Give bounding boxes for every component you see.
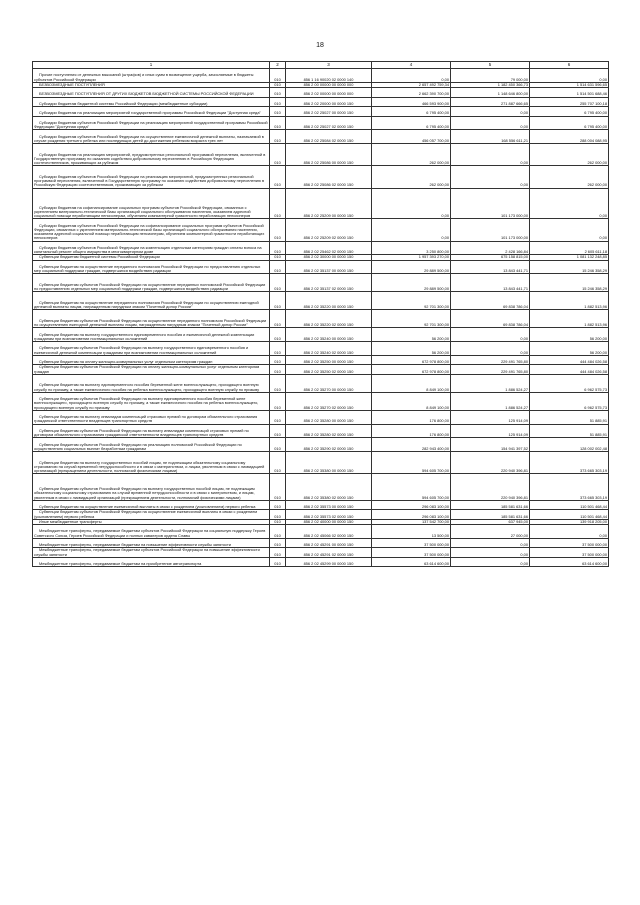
- row-budget-code: 856 2 02 35240 00 0000 150: [286, 328, 372, 342]
- table-row: [33, 292, 609, 310]
- row-name: Субвенции бюджетам на осуществление переданного полномочия Российской Федерации по осуществлению ежегодной денежной выплаты лицам, награжденным нагрудным знаком "Почетный донор России": [33, 292, 270, 310]
- row-unexecuted-amount: 110 501 468,44: [530, 500, 609, 510]
- table-row: [33, 510, 609, 520]
- row-name: Межбюджетные трансферты, передаваемые бюджетам субъектов Российской Федерации на повышение эффективности службы занятости: [33, 548, 270, 558]
- header-col-5: 5: [451, 62, 530, 69]
- row-budget-code: 856 1 16 90020 02 0000 140: [286, 69, 372, 83]
- table-row: [33, 219, 609, 241]
- table-row: [33, 260, 609, 274]
- row-name: Субвенции бюджетам субъектов Российской Федерации на осуществление переданных полномочий Российской Федерации по предоставлению отдельных мер социальной поддержки граждан, подвергшихся воздействию радиации: [33, 274, 270, 292]
- row-unexecuted-amount: 110 501 468,44: [530, 510, 609, 520]
- table-row: [33, 166, 609, 188]
- table-row: [33, 500, 609, 510]
- row-approved-amount: 176 800,00: [372, 410, 451, 424]
- row-budget-code: 856 2 02 40000 00 0000 150: [286, 519, 372, 524]
- row-name: Субвенции бюджетам субъектов Российской Федерации на выплату государственного единовременного пособия и ежемесячной денежной компенсации гражданам при возникновении поствакцинальных осложнений: [33, 342, 270, 356]
- row-executed-amount: 1 886 524,27: [451, 392, 530, 410]
- row-executed-amount: 101 173 000,00: [451, 188, 530, 219]
- row-budget-code: 856 2 00 00000 00 0000 000: [286, 82, 372, 87]
- row-budget-code: 856 2 02 35573 02 0000 150: [286, 510, 372, 520]
- row-executed-amount: 125 914,09: [451, 410, 530, 424]
- row-budget-code: 856 2 02 45066 02 0000 150: [286, 525, 372, 539]
- row-line-code: 010: [270, 130, 286, 144]
- row-name: Прочие поступления от денежных взысканий (штрафов) и иных сумм в возмещение ущерба, зачисляемые в бюджеты субъектов Российской Федерации: [33, 69, 270, 83]
- row-budget-code: 856 2 02 25209 02 0000 150: [286, 219, 372, 241]
- row-budget-code: 856 2 02 25027 02 0000 150: [286, 116, 372, 130]
- row-approved-amount: 92 701 300,00: [372, 292, 451, 310]
- table-row: [33, 328, 609, 342]
- header-col-4: 4: [372, 62, 451, 69]
- row-name: Субвенции бюджетам субъектов Российской Федерации на выплату государственных пособий лицам, не подлежащим обязательному социальному страхованию на случай временной нетрудоспособности и в связи с материнством, и лицам, уволенным в связи с ликвидацией организаций (прекращением деятельности, полномочий физическими лицами): [33, 474, 270, 501]
- header-col-2: 2: [270, 62, 286, 69]
- row-budget-code: 856 2 02 35280 02 0000 150: [286, 424, 372, 438]
- row-unexecuted-amount: 444 484 026,58: [530, 355, 609, 365]
- row-name: Субвенции бюджетам субъектов Российской Федерации на оплату жилищно-коммунальных услуг отдельным категориям граждан: [33, 365, 270, 375]
- row-line-code: 010: [270, 274, 286, 292]
- row-name: Субвенции бюджетам субъектов Российской Федерации на выплату единовременного пособия беременной жене военнослужащего, проходящего военную службу по призыву, а также ежемесячного пособия на ребенка военнослужащего, проходящего военную службу по призыву: [33, 392, 270, 410]
- row-name: Субсидии бюджетам субъектов Российской Федерации на реализацию мероприятий, предусмотренных региональной программой переселения, включенной в Государственную программу по оказанию содействия добровольному переселению в Российскую Федерацию соотечественников, проживающих за рубежом: [33, 166, 270, 188]
- table-row: [33, 557, 609, 567]
- row-unexecuted-amount: 0,00: [530, 69, 609, 83]
- row-name: Субвенции бюджетам на выплату государственных пособий лицам, не подлежащим обязательному социальному страхованию на случай временной нетрудоспособности и в связи с материнством, и лицам, уволенным в связи с ликвидацией организаций (прекращением деятельности, полномочий физическими лицами): [33, 452, 270, 474]
- row-name: Иные межбюджетные трансферты: [33, 519, 270, 524]
- row-name: Субсидии бюджетам субъектов Российской Федерации на компенсацию отдельным категориям граждан оплаты взноса на капитальный ремонт общего имущества в многоквартирном доме: [33, 241, 270, 255]
- row-line-code: 010: [270, 255, 286, 260]
- row-approved-amount: 456 057 700,00: [372, 130, 451, 144]
- row-name: БЕЗВОЗМЕЗДНЫЕ ПОСТУПЛЕНИЯ ОТ ДРУГИХ БЮДЖЕТОВ БЮДЖЕТНОЙ СИСТЕМЫ РОССИЙСКОЙ ФЕДЕРАЦИИ: [33, 88, 270, 98]
- row-approved-amount: 0,00: [372, 188, 451, 219]
- row-approved-amount: 672 978 800,00: [372, 365, 451, 375]
- row-unexecuted-amount: 255 707 100,18: [530, 97, 609, 107]
- row-name: Субвенции бюджетам субъектов Российской Федерации на осуществление переданного полномочия Российской Федерации по осуществлению ежегодной денежной выплаты лицам, награжденным нагрудным знаком "Почетный донор России": [33, 310, 270, 328]
- row-unexecuted-amount: 262 000,00: [530, 144, 609, 166]
- row-budget-code: 856 2 02 35240 02 0000 150: [286, 342, 372, 356]
- row-line-code: 010: [270, 166, 286, 188]
- row-line-code: 010: [270, 557, 286, 567]
- row-approved-amount: 92 701 300,00: [372, 310, 451, 328]
- row-approved-amount: 672 978 800,00: [372, 355, 451, 365]
- row-name: Субвенции бюджетам субъектов Российской Федерации на выплату инвалидам компенсаций страховых премий по договорам обязательного страхования гражданской ответственности владельцев транспортных средств: [33, 424, 270, 438]
- row-approved-amount: 594 605 700,00: [372, 452, 451, 474]
- table-row: [33, 452, 609, 474]
- row-executed-amount: 13 843 441,71: [451, 274, 530, 292]
- row-unexecuted-amount: 51 885,91: [530, 410, 609, 424]
- row-name: Субвенции бюджетам на осуществление ежемесячной выплаты в связи с рождением (усыновлением) первого ребенка: [33, 500, 270, 510]
- row-line-code: 010: [270, 116, 286, 130]
- row-unexecuted-amount: 37 500 000,00: [530, 548, 609, 558]
- row-unexecuted-amount: 6 962 575,73: [530, 374, 609, 392]
- row-approved-amount: 1 957 393 270,00: [372, 255, 451, 260]
- row-executed-amount: 220 940 396,81: [451, 474, 530, 501]
- row-line-code: 010: [270, 144, 286, 166]
- row-line-code: 010: [270, 260, 286, 274]
- table-row: [33, 144, 609, 166]
- row-approved-amount: 0,00: [372, 219, 451, 241]
- row-line-code: 010: [270, 519, 286, 524]
- row-unexecuted-amount: 0,00: [530, 219, 609, 241]
- row-line-code: 010: [270, 188, 286, 219]
- row-approved-amount: 176 800,00: [372, 424, 451, 438]
- table-row: [33, 88, 609, 98]
- row-executed-amount: 0,00: [451, 144, 530, 166]
- row-name: Субвенции бюджетам на выплату инвалидам компенсаций страховых премий по договорам обязательного страхования гражданской ответственности владельцев транспортных средств: [33, 410, 270, 424]
- row-unexecuted-amount: 1 514 501 688,46: [530, 88, 609, 98]
- table-row: [33, 424, 609, 438]
- row-budget-code: 856 2 02 35380 00 0000 150: [286, 452, 372, 474]
- table-row: [33, 355, 609, 365]
- row-budget-code: 856 2 02 25462 02 0000 150: [286, 241, 372, 255]
- table-row: [33, 438, 609, 452]
- page-number: 18: [316, 42, 324, 49]
- row-approved-amount: 466 593 900,00: [372, 97, 451, 107]
- row-approved-amount: 3 250 800,00: [372, 241, 451, 255]
- row-unexecuted-amount: 288 004 088,95: [530, 130, 609, 144]
- row-unexecuted-amount: 6 962 575,73: [530, 392, 609, 410]
- row-name: Субвенции бюджетам на осуществление переданного полномочия Российской Федерации по предоставлению отдельных мер социальной поддержки граждан, подвергшихся воздействию радиации: [33, 260, 270, 274]
- row-line-code: 010: [270, 500, 286, 510]
- row-budget-code: 856 2 02 35380 02 0000 150: [286, 474, 372, 501]
- row-approved-amount: 13 500,00: [372, 525, 451, 539]
- table-row: [33, 374, 609, 392]
- row-unexecuted-amount: 1 882 513,96: [530, 292, 609, 310]
- row-unexecuted-amount: 128 002 002,48: [530, 438, 609, 452]
- row-executed-amount: 0,00: [451, 328, 530, 342]
- row-budget-code: 856 2 02 35137 02 0000 150: [286, 274, 372, 292]
- row-budget-code: 856 2 02 45291 00 0000 150: [286, 538, 372, 548]
- row-budget-code: 856 2 02 35250 02 0000 150: [286, 365, 372, 375]
- row-executed-amount: 0,00: [451, 557, 530, 567]
- row-unexecuted-amount: 56 200,00: [530, 342, 609, 356]
- header-row: [33, 62, 609, 69]
- row-line-code: 010: [270, 510, 286, 520]
- header-col-6: 6: [530, 62, 609, 69]
- row-approved-amount: 137 542 700,00: [372, 519, 451, 524]
- row-unexecuted-amount: 15 246 358,29: [530, 260, 609, 274]
- row-unexecuted-amount: 262 000,00: [530, 166, 609, 188]
- row-budget-code: 856 2 02 20000 00 0000 150: [286, 97, 372, 107]
- row-name: Субсидии бюджетам на софинансирование социальных программ субъектов Российской Федерации, связанных с укреплением материально-технической базы организаций социального обслуживания населения, оказанием адресной социальной помощи неработающим пенсионерам, обучением компьютерной грамотности неработающих пенсионеров: [33, 188, 270, 219]
- row-approved-amount: 296 083 100,00: [372, 500, 451, 510]
- table-row: [33, 365, 609, 375]
- row-approved-amount: 262 000,00: [372, 144, 451, 166]
- row-line-code: 010: [270, 328, 286, 342]
- row-executed-amount: 0,00: [451, 548, 530, 558]
- row-unexecuted-amount: 1 882 513,96: [530, 310, 609, 328]
- row-line-code: 010: [270, 538, 286, 548]
- row-approved-amount: 6 795 400,00: [372, 107, 451, 117]
- row-approved-amount: 29 889 500,00: [372, 274, 451, 292]
- row-line-code: 010: [270, 438, 286, 452]
- row-name: Субвенции бюджетам субъектов Российской Федерации на осуществление ежемесячной выплаты в связи с рождением (усыновлением) первого ребенка: [33, 510, 270, 520]
- row-executed-amount: 229 491 765,80: [451, 365, 530, 375]
- row-line-code: 010: [270, 292, 286, 310]
- table-row: [33, 410, 609, 424]
- row-budget-code: 856 2 02 45291 02 0000 150: [286, 548, 372, 558]
- row-line-code: 010: [270, 107, 286, 117]
- table-row: [33, 255, 609, 260]
- row-executed-amount: 185 581 631,66: [451, 510, 530, 520]
- row-unexecuted-amount: 444 484 026,58: [530, 365, 609, 375]
- row-line-code: 010: [270, 69, 286, 83]
- row-approved-amount: 8 849 100,00: [372, 392, 451, 410]
- row-line-code: 010: [270, 355, 286, 365]
- row-budget-code: 856 2 02 35137 00 0000 150: [286, 260, 372, 274]
- row-executed-amount: 1 182 450 366,73: [451, 82, 530, 87]
- row-budget-code: 856 2 02 35290 02 0000 150: [286, 438, 372, 452]
- row-approved-amount: 594 605 700,00: [372, 474, 451, 501]
- table-row: [33, 548, 609, 558]
- row-approved-amount: 2 657 492 759,34: [372, 82, 451, 87]
- row-name: Межбюджетные трансферты, передаваемые бюджетам субъектов Российской Федерации на социальную поддержку Героев Советского Союза, Героев Российской Федерации и полных кавалеров ордена Славы: [33, 525, 270, 539]
- row-budget-code: 856 2 02 30000 00 0000 150: [286, 255, 372, 260]
- row-name: Субсидии бюджетам субъектов Российской Федерации на софинансирование социальных программ субъектов Российской Федерации, связанных с укреплением материально-технической базы организаций социального обслуживания населения, оказанием адресной социальной помощи неработающим пенсионерам, обучением компьютерной грамотности неработающих пенсионеров: [33, 219, 270, 241]
- row-unexecuted-amount: 139 918 205,00: [530, 519, 609, 524]
- row-unexecuted-amount: 6 795 400,00: [530, 116, 609, 130]
- table-row: [33, 342, 609, 356]
- row-line-code: 010: [270, 410, 286, 424]
- table-row: [33, 69, 609, 83]
- row-approved-amount: 37 500 000,00: [372, 538, 451, 548]
- row-approved-amount: 37 500 000,00: [372, 548, 451, 558]
- row-executed-amount: 637 945,00: [451, 519, 530, 524]
- row-executed-amount: 27 000,00: [451, 525, 530, 539]
- row-executed-amount: 154 941 397,52: [451, 438, 530, 452]
- row-name: Субсидии бюджетам субъектов Российской Федерации на осуществление ежемесячной денежной выплаты, назначаемой в случае рождения третьего ребенка или последующих детей до достижения ребенком возраста трех лет: [33, 130, 270, 144]
- row-approved-amount: 2 662 390 700,00: [372, 88, 451, 98]
- row-name: Субвенции бюджетам бюджетной системы Российской Федерации: [33, 255, 270, 260]
- row-budget-code: 856 2 02 35270 00 0000 150: [286, 374, 372, 392]
- row-executed-amount: 271 887 666,65: [451, 97, 530, 107]
- row-executed-amount: 79 000,00: [451, 69, 530, 83]
- header-col-1: 1: [33, 62, 270, 69]
- row-unexecuted-amount: 1 514 631 596,65: [530, 82, 609, 87]
- table-row: [33, 310, 609, 328]
- row-unexecuted-amount: 0,00: [530, 525, 609, 539]
- row-line-code: 010: [270, 392, 286, 410]
- row-name: Субвенции бюджетам субъектов Российской Федерации на реализацию полномочий Российской Федерации по осуществлению социальных выплат безработным гражданам: [33, 438, 270, 452]
- row-approved-amount: 63 614 600,00: [372, 557, 451, 567]
- row-approved-amount: 296 083 100,00: [372, 510, 451, 520]
- row-name: Субвенции бюджетам на выплату единовременного пособия беременной жене военнослужащего, проходящего военную службу по призыву, а также ежемесячного пособия на ребенка военнослужащего, проходящего военную службу по призыву: [33, 374, 270, 392]
- row-approved-amount: 262 000,00: [372, 166, 451, 188]
- row-unexecuted-amount: 2 605 611,18: [530, 241, 609, 255]
- row-approved-amount: 0,00: [372, 69, 451, 83]
- row-name: Субвенции бюджетам на оплату жилищно-коммунальных услуг отдельным категориям граждан: [33, 355, 270, 365]
- row-line-code: 010: [270, 474, 286, 501]
- row-name: Межбюджетные трансферты, передаваемые бюджетам на повышение эффективности службы занятости: [33, 538, 270, 548]
- row-executed-amount: 2 428 166,84: [451, 241, 530, 255]
- row-unexecuted-amount: 56 200,00: [530, 328, 609, 342]
- row-name: Субсидии бюджетам субъектов Российской Федерации на реализацию мероприятий государственной программы Российской Федерации "Доступная среда": [33, 116, 270, 130]
- table-row: [33, 116, 609, 130]
- row-executed-amount: 0,00: [451, 342, 530, 356]
- row-executed-amount: 1 886 524,27: [451, 374, 530, 392]
- row-unexecuted-amount: 63 614 600,00: [530, 557, 609, 567]
- table-row: [33, 241, 609, 255]
- row-line-code: 010: [270, 525, 286, 539]
- row-name: Субсидии бюджетам на реализацию мероприятий государственной программы Российской Федерации "Доступная среда": [33, 107, 270, 117]
- row-budget-code: 856 2 02 45299 00 0000 150: [286, 557, 372, 567]
- header-col-3: 3: [286, 62, 372, 69]
- row-line-code: 010: [270, 241, 286, 255]
- row-unexecuted-amount: 373 665 303,19: [530, 474, 609, 501]
- row-line-code: 010: [270, 424, 286, 438]
- table-row: [33, 392, 609, 410]
- row-line-code: 010: [270, 548, 286, 558]
- row-name: Межбюджетные трансферты, передаваемые бюджетам на приобретение автотранспорта: [33, 557, 270, 567]
- row-line-code: 010: [270, 219, 286, 241]
- row-executed-amount: 1 148 646 800,00: [451, 88, 530, 98]
- table-row: [33, 538, 609, 548]
- budget-revenue-table: [32, 61, 609, 567]
- row-budget-code: 856 2 02 35280 00 0000 150: [286, 410, 372, 424]
- row-budget-code: 856 2 02 35573 00 0000 150: [286, 500, 372, 510]
- row-approved-amount: 29 889 500,00: [372, 260, 451, 274]
- row-budget-code: 856 2 02 35250 00 0000 150: [286, 355, 372, 365]
- row-executed-amount: 675 158 815,00: [451, 255, 530, 260]
- row-executed-amount: 0,00: [451, 116, 530, 130]
- table-body: [33, 69, 609, 567]
- row-line-code: 010: [270, 310, 286, 328]
- row-approved-amount: 56 200,00: [372, 328, 451, 342]
- row-unexecuted-amount: 6 795 400,00: [530, 107, 609, 117]
- row-approved-amount: 6 795 400,00: [372, 116, 451, 130]
- row-executed-amount: 185 581 631,66: [451, 500, 530, 510]
- row-unexecuted-amount: 1 081 132 248,85: [530, 255, 609, 260]
- table-row: [33, 474, 609, 501]
- row-budget-code: 856 2 02 25027 00 0000 150: [286, 107, 372, 117]
- row-executed-amount: 101 173 000,00: [451, 219, 530, 241]
- row-budget-code: 856 2 02 35220 00 0000 150: [286, 292, 372, 310]
- row-budget-code: 856 2 02 25086 02 0000 150: [286, 166, 372, 188]
- row-name: Субсидии бюджетам бюджетной системы Российской Федерации (межбюджетные субсидии): [33, 97, 270, 107]
- row-name: Субвенции бюджетам на выплату государственного единовременного пособия и ежемесячной денежной компенсации гражданам при возникновении поствакцинальных осложнений: [33, 328, 270, 342]
- table-row: [33, 130, 609, 144]
- table-row: [33, 97, 609, 107]
- row-unexecuted-amount: 15 246 358,29: [530, 274, 609, 292]
- row-line-code: 010: [270, 97, 286, 107]
- row-executed-amount: 13 843 441,71: [451, 260, 530, 274]
- row-line-code: 010: [270, 88, 286, 98]
- row-executed-amount: 229 491 765,80: [451, 355, 530, 365]
- row-name: Субсидии бюджетам на реализацию мероприятий, предусмотренных региональной программой переселения, включенной в Государственную программу по оказанию содействия добровольному переселению в Российскую Федерацию соотечественников, проживающих за рубежом: [33, 144, 270, 166]
- row-line-code: 010: [270, 365, 286, 375]
- table-row: [33, 107, 609, 117]
- row-approved-amount: 8 849 100,00: [372, 374, 451, 392]
- row-line-code: 010: [270, 82, 286, 87]
- row-executed-amount: 125 914,09: [451, 424, 530, 438]
- row-name: БЕЗВОЗМЕЗДНЫЕ ПОСТУПЛЕНИЯ: [33, 82, 270, 87]
- row-executed-amount: 220 940 396,81: [451, 452, 530, 474]
- table-row: [33, 525, 609, 539]
- row-executed-amount: 168 556 611,21: [451, 130, 530, 144]
- row-line-code: 010: [270, 374, 286, 392]
- row-executed-amount: 0,00: [451, 538, 530, 548]
- table-row: [33, 188, 609, 219]
- row-executed-amount: 69 838 786,04: [451, 292, 530, 310]
- row-budget-code: 856 2 02 25086 00 0000 150: [286, 144, 372, 166]
- row-executed-amount: 0,00: [451, 107, 530, 117]
- row-unexecuted-amount: 0,00: [530, 188, 609, 219]
- row-executed-amount: 0,00: [451, 166, 530, 188]
- row-budget-code: 856 2 02 35270 02 0000 150: [286, 392, 372, 410]
- row-approved-amount: 282 943 400,00: [372, 438, 451, 452]
- row-approved-amount: 56 200,00: [372, 342, 451, 356]
- row-unexecuted-amount: 51 885,91: [530, 424, 609, 438]
- table-header: [33, 62, 609, 69]
- table-row: [33, 274, 609, 292]
- row-unexecuted-amount: 37 500 000,00: [530, 538, 609, 548]
- row-executed-amount: 69 838 786,04: [451, 310, 530, 328]
- row-budget-code: 856 2 02 25209 00 0000 150: [286, 188, 372, 219]
- row-line-code: 010: [270, 452, 286, 474]
- row-budget-code: 856 2 02 35220 02 0000 150: [286, 310, 372, 328]
- row-unexecuted-amount: 373 665 303,19: [530, 452, 609, 474]
- row-budget-code: 856 2 02 00000 00 0000 000: [286, 88, 372, 98]
- row-budget-code: 856 2 02 25084 02 0000 150: [286, 130, 372, 144]
- row-line-code: 010: [270, 342, 286, 356]
